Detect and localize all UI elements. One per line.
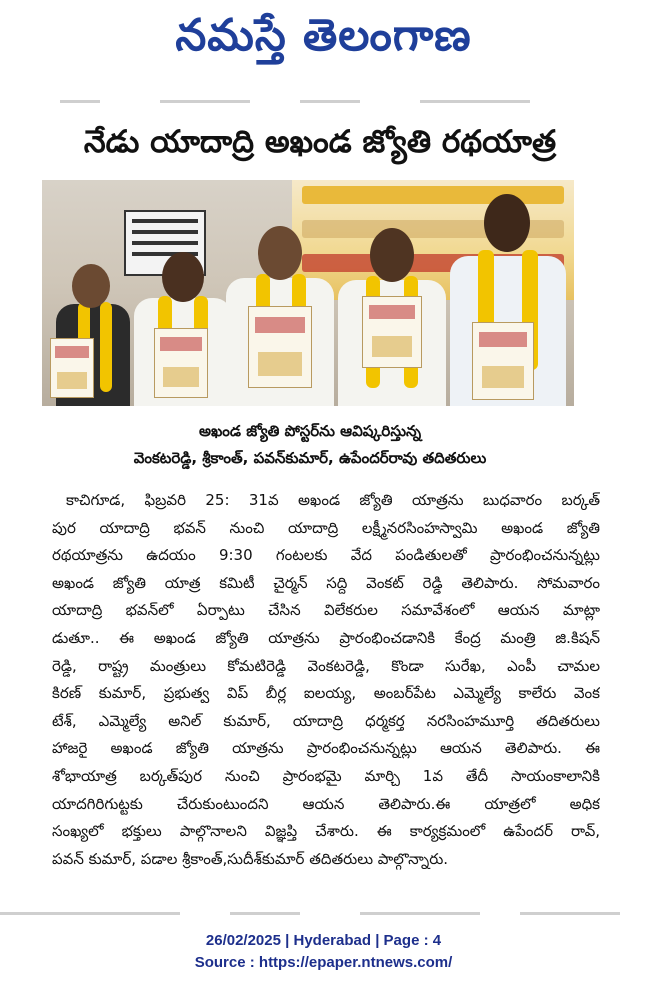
body-line: శోభాయాత్ర బర్కత్‌పుర నుంచి ప్రారంభమై మార్చి 1వ తేదీ సాయంకాలానికి	[52, 766, 600, 785]
person-1	[50, 256, 136, 406]
body-line: పవన్ కుమార్, పడాల శ్రీకాంత్,సుదీశ్‌కుమార్ తదితరులు పాల్గొన్నారు.	[52, 849, 449, 868]
article-photo	[42, 180, 574, 406]
body-line: హాజరై అఖండ జ్యోతి యాత్రను ప్రారంభించనున్నట్లు ఆయన తెలిపారు. ఈ	[52, 739, 600, 758]
person-3	[220, 216, 340, 406]
body-line: టేశ్, ఎమ్మెల్యే అనిల్ కుమార్, యాదాద్రి ధర్మకర్త నరసింహమూర్తి తదితరులు	[52, 711, 600, 730]
body-line: పుర యాదాద్రి భవన్ నుంచి యాదాద్రి లక్ష్మీనరసింహస్వామి అఖండ జ్యోతి	[52, 518, 600, 537]
body-line: కాచిగూడ, ఫిబ్రవరి 25: 31వ అఖండ జ్యోతి యాత్రను బుధవారం బర్కత్	[66, 491, 600, 509]
person-4	[332, 216, 452, 406]
body-line: రథయాత్రను ఉదయం 9:30 గంటలకు వేద పండితులతో ప్రారంభించనున్నట్లు	[52, 546, 600, 565]
person-5	[442, 186, 572, 406]
article-headline	[30, 120, 610, 170]
footer-source-line: Source : https://epaper.ntnews.com/	[194, 954, 453, 971]
body-line: రెడ్డి, రాష్ట్ర మంత్రులు కోమటిరెడ్డి వెంకటరెడ్డి, కొండా సురేఖ, ఎంపీ చామల	[52, 656, 600, 675]
bottom-divider	[0, 912, 647, 915]
body-line: కిరణ్ కుమార్, ప్రభుత్వ విప్ బీర్ల ఐలయ్య, అంబర్‌పేట ఎమ్మెల్యే కాలేరు వెంక	[52, 684, 600, 703]
masthead	[0, 0, 647, 82]
top-divider	[0, 100, 647, 103]
body-line: డుతూ.. ఈ అఖండ జ్యోతి యాత్రను ప్రారంభించడానికి కేంద్ర మంత్రి జి.కిషన్	[52, 628, 600, 647]
photo-caption	[40, 418, 580, 472]
headline-text: నేడు యాదాద్రి అఖండ జ్యోతి రథయాత్ర	[83, 123, 557, 160]
newspaper-title: నమస్తే తెలంగాణ	[175, 10, 472, 61]
caption-line-2: వెంకటరెడ్డి, శ్రీకాంత్, పవన్‌కుమార్, ఉపేందర్‌రావు తదితరులు	[133, 449, 487, 467]
body-line: సంఖ్యలో భక్తులు పాల్గొనాలని విజ్ఞప్తి చేశారు. ఈ కార్యక్రమంలో ఉపేందర్ రావ్,	[52, 822, 600, 841]
body-line: యాదగిరిగుట్టకు చేరుకుంటుందని ఆయన తెలిపారు.ఈ యాత్రలో అధిక	[52, 794, 600, 813]
news-article	[0, 104, 647, 914]
page-footer	[0, 930, 647, 974]
caption-line-1: అఖండ జ్యోతి పోస్టర్‌ను ఆవిష్కరిస్తున్న	[198, 422, 422, 440]
body-line: యాదాద్రి భవన్‌లో ఏర్పాటు చేసిన విలేకరుల సమావేశంలో ఆయన మాట్లా	[52, 601, 600, 620]
body-line: అఖండ జ్యోతి యాత్ర కమిటీ చైర్మన్ సద్ది వెంకట్ రెడ్డి తెలిపారు. సోమవారం	[52, 573, 600, 592]
article-body	[52, 487, 600, 873]
footer-date-line: 26/02/2025 | Hyderabad | Page : 4	[205, 932, 442, 949]
